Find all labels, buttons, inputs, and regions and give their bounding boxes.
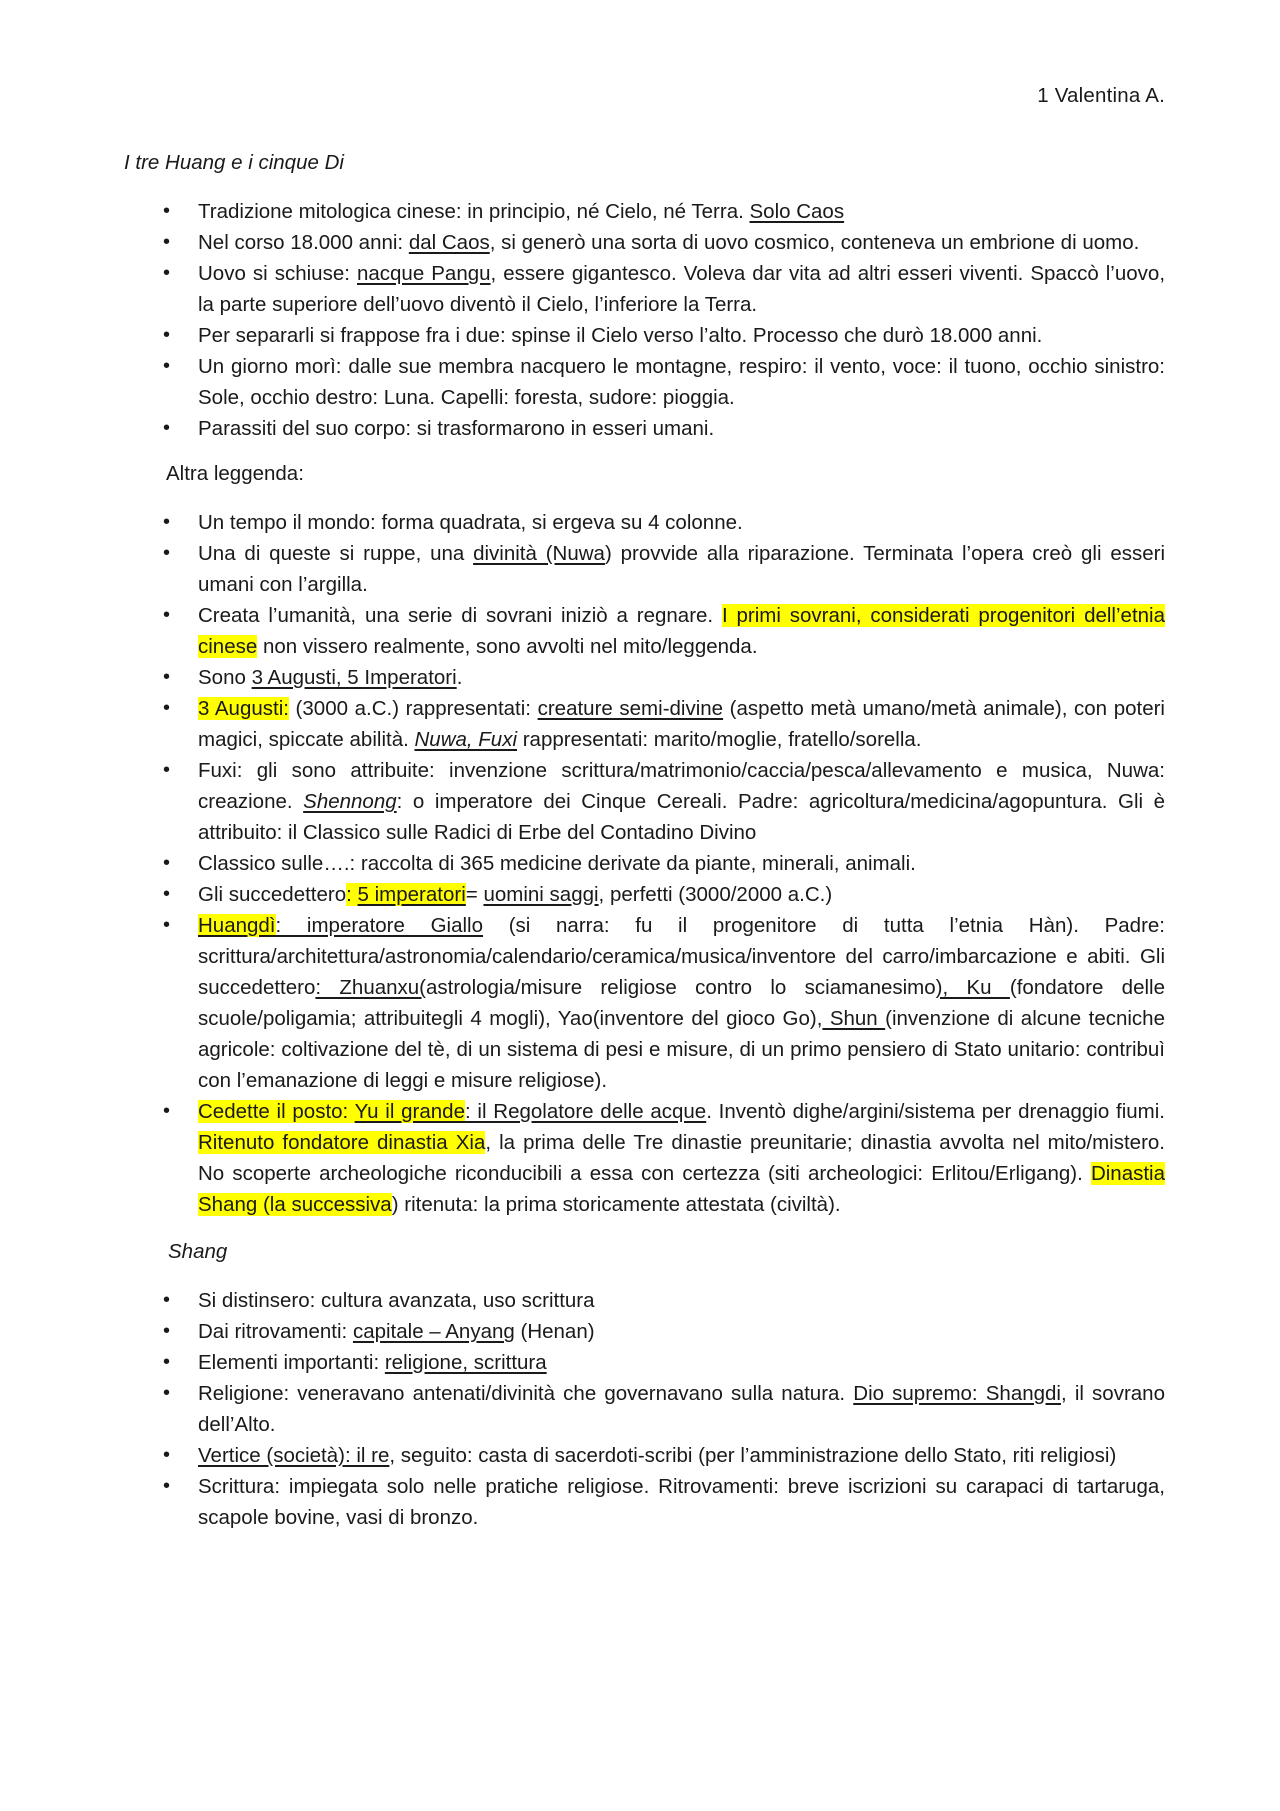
text: Uovo si schiuse: bbox=[198, 262, 357, 285]
text: (3000 a.C.) rappresentati: bbox=[288, 697, 538, 720]
list-item bbox=[124, 320, 1165, 351]
text: . bbox=[456, 666, 463, 689]
text: Gli succedettero bbox=[198, 883, 347, 906]
text: Una di queste si ruppe, una bbox=[198, 542, 474, 565]
text: Tradizione mitologica cinese: in principio, né Cielo, né Terra. bbox=[198, 200, 750, 223]
section-title-tre-huang: I tre Huang e i cinque Di bbox=[124, 151, 344, 174]
bullet-list-section1 bbox=[124, 196, 1165, 444]
text: Un giorno morì: dalle sue membra nacquero le montagne, respiro: il vento, voce: il tuono, occhio sinistro: Sole, occhio destro: Luna. Capelli: foresta, sudore: pioggia. bbox=[198, 355, 1165, 409]
text: , si generò una sorta di uovo cosmico, conteneva un embrione di uomo. bbox=[489, 231, 1140, 254]
underlined-text: : imperatore Giallo bbox=[275, 914, 483, 937]
section-title-altra-leggenda: Altra leggenda: bbox=[166, 462, 304, 485]
list-item bbox=[124, 693, 1165, 755]
text: (aspetto metà umano/metà animale), con poteri magici, spiccate abilità. bbox=[198, 697, 1165, 751]
list-item bbox=[124, 1347, 1165, 1378]
highlighted-text: Cedette il posto: bbox=[198, 1100, 355, 1123]
text: = bbox=[465, 883, 484, 906]
text: rappresentati: marito/moglie, fratello/sorella. bbox=[517, 728, 922, 751]
list-item bbox=[124, 848, 1165, 879]
list-item bbox=[124, 538, 1165, 600]
underlined-text: uomini saggi bbox=[483, 883, 599, 906]
underlined-text: 3 Augusti, 5 Imperatori bbox=[251, 666, 457, 689]
list-item bbox=[124, 351, 1165, 413]
underlined-text: nacque Pangu bbox=[356, 262, 491, 285]
list-item bbox=[124, 910, 1165, 1096]
underlined-text: ), Ku bbox=[935, 976, 1010, 999]
highlighted-text: : bbox=[346, 883, 358, 906]
text: Creata l’umanità, una serie di sovrani iniziò a regnare. bbox=[198, 604, 722, 627]
underlined-text: Dio supremo: Shangdi bbox=[853, 1382, 1061, 1405]
text: (invenzione di alcune tecniche agricole: coltivazione del tè, di un sistema di pesi e misure, di un primo pensiero di Stato unitario: contribuì con l’emanazione di leggi e misure religiose). bbox=[198, 1007, 1165, 1092]
underlined-text: Solo Caos bbox=[749, 200, 845, 223]
text: Sono bbox=[198, 666, 252, 689]
page-header: 1 Valentina A. bbox=[1037, 84, 1165, 107]
underlined-text: divinità (Nuwa bbox=[473, 542, 605, 565]
list-item bbox=[124, 1378, 1165, 1440]
text: Elementi importanti: bbox=[198, 1351, 385, 1374]
list-item bbox=[124, 662, 1165, 693]
underlined-text: : il Regolatore delle acque bbox=[464, 1100, 707, 1123]
highlighted-underlined-text: Huangdì bbox=[198, 914, 276, 937]
text: , perfetti (3000/2000 a.C.) bbox=[598, 883, 833, 906]
underlined-text: religione, scrittura bbox=[384, 1351, 547, 1374]
list-item bbox=[124, 227, 1165, 258]
underlined-italic-text: Nuwa, Fuxi bbox=[414, 728, 518, 751]
text: , seguito: casta di sacerdoti-scribi (per l’amministrazione dello Stato, riti religiosi) bbox=[389, 1444, 1117, 1467]
text: Religione: veneravano antenati/divinità che governavano sulla natura. bbox=[198, 1382, 854, 1405]
bullet-list-section2 bbox=[124, 507, 1165, 1220]
list-item bbox=[124, 879, 1165, 910]
text: Fuxi: gli sono attribuite: invenzione scrittura/matrimonio/caccia/pesca/allevamento e musica, Nuwa: creazione. bbox=[198, 759, 1165, 813]
list-item bbox=[124, 413, 1165, 444]
list-item bbox=[124, 1440, 1165, 1471]
list-item bbox=[124, 196, 1165, 227]
bullet-list-section3 bbox=[124, 1285, 1165, 1533]
text: Scrittura: impiegata solo nelle pratiche religiose. Ritrovamenti: breve iscrizioni su carapaci di tartaruga, scapole bovine, vasi di bronzo. bbox=[198, 1475, 1165, 1529]
text: Classico sulle….: raccolta di 365 medicine derivate da piante, minerali, animali. bbox=[198, 852, 916, 875]
list-item bbox=[124, 1285, 1165, 1316]
text: , il sovrano dell’Alto. bbox=[198, 1382, 1165, 1436]
highlighted-underlined-text: Yu il grande bbox=[354, 1100, 465, 1123]
text: Parassiti del suo corpo: si trasformarono in esseri umani. bbox=[198, 417, 715, 440]
highlighted-underlined-text: 5 imperatori bbox=[357, 883, 466, 906]
section-title-shang: Shang bbox=[168, 1240, 228, 1263]
underlined-text: Shun bbox=[822, 1007, 886, 1030]
text: (Henan) bbox=[514, 1320, 595, 1343]
text: (si narra: fu il progenitore di tutta l’etnia Hàn). Padre: scrittura/architettura/astronomia/calendario/ceramica/musica/inventore del carro/imbarcazione e abiti. Gli succedettero bbox=[198, 914, 1165, 999]
text: : o imperatore dei Cinque Cereali. Padre: agricoltura/medicina/agopuntura. Gli è attribuito: il Classico sulle Radici di Erbe del Contadino Divino bbox=[198, 790, 1166, 844]
highlighted-text: I primi sovrani, considerati progenitori dell’etnia cinese bbox=[198, 604, 1165, 658]
underlined-text: capitale – Anyang bbox=[352, 1320, 515, 1343]
text: (fondatore delle scuole/poligamia; attribuitegli 4 mogli), Yao(inventore del gioco Go), bbox=[198, 976, 1165, 1030]
text: , essere gigantesco. Voleva dar vita ad altri esseri viventi. Spaccò l’uovo, la parte superiore dell’uovo diventò il Cielo, l’inferiore la Terra. bbox=[198, 262, 1166, 316]
text: Dai ritrovamenti: bbox=[198, 1320, 353, 1343]
highlighted-text: Ritenuto fondatore dinastia Xia bbox=[198, 1131, 486, 1154]
list-item bbox=[124, 600, 1165, 662]
list-item bbox=[124, 258, 1165, 320]
text: ) ritenuta: la prima storicamente attestata (civiltà). bbox=[391, 1193, 841, 1216]
text: ) provvide alla riparazione. Terminata l’opera creò gli esseri umani con l’argilla. bbox=[198, 542, 1165, 596]
text: Per separarli si frappose fra i due: spinse il Cielo verso l’alto. Processo che durò 18.000 anni. bbox=[198, 324, 1043, 347]
list-item bbox=[124, 755, 1165, 848]
text: Un tempo il mondo: forma quadrata, si ergeva su 4 colonne. bbox=[198, 511, 743, 534]
text: astrologia/misure religiose contro lo sciamanesimo bbox=[426, 976, 936, 999]
underlined-text: : Zhuanxu( bbox=[315, 976, 426, 999]
text: Nel corso 18.000 anni: bbox=[198, 231, 409, 254]
list-item bbox=[124, 1316, 1165, 1347]
underlined-text: dal Caos bbox=[408, 231, 490, 254]
text: . Inventò dighe/argini/sistema per drenaggio fiumi. bbox=[706, 1100, 1165, 1123]
text: , la prima delle Tre dinastie preunitarie; dinastia avvolta nel mito/mistero. No scoperte archeologiche riconducibili a essa con certezza (siti archeologici: Erlitou/Erligang). bbox=[198, 1131, 1165, 1185]
list-item bbox=[124, 1096, 1165, 1220]
list-item bbox=[124, 1471, 1165, 1533]
underlined-italic-text: Shennong bbox=[303, 790, 397, 813]
text: Si distinsero: cultura avanzata, uso scrittura bbox=[198, 1289, 595, 1312]
text: non vissero realmente, sono avvolti nel mito/leggenda. bbox=[257, 635, 758, 658]
highlighted-text: 3 Augusti: bbox=[198, 697, 289, 720]
underlined-text: Vertice (società): il re bbox=[198, 1444, 390, 1467]
underlined-text: creature semi-divine bbox=[537, 697, 724, 720]
list-item bbox=[124, 507, 1165, 538]
highlighted-text: Dinastia Shang (la successiva bbox=[198, 1162, 1165, 1216]
